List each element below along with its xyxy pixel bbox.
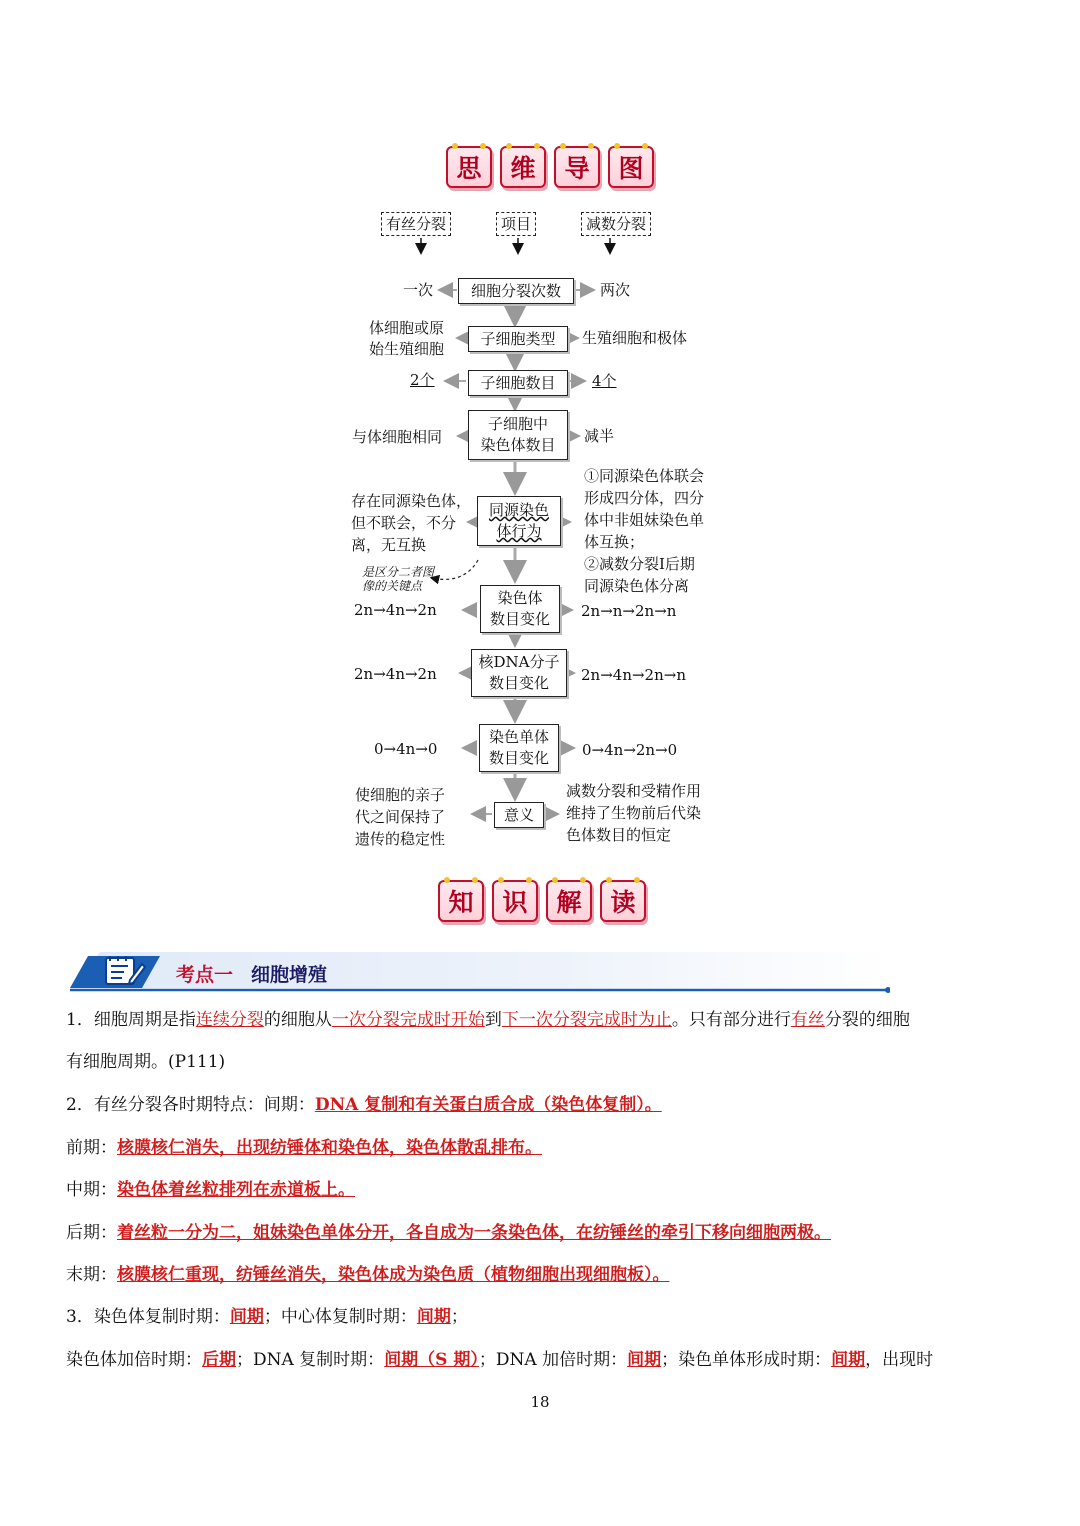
text-line: 末期：核膜核仁重现，纺锤丝消失，染色体成为染色质（植物细胞出现细胞板）。 (66, 1265, 670, 1285)
banner-tile: 思 (446, 146, 492, 188)
map-box-division-count: 细胞分裂次数 (458, 278, 574, 304)
header-meiosis: 减数分裂 (581, 212, 651, 236)
map-box-dna-change: 核DNA分子 数目变化 (471, 649, 567, 697)
page-number: 18 (530, 1393, 550, 1411)
banner-tile: 知 (438, 880, 484, 922)
mitosis-value: 2个 (410, 371, 435, 389)
header-item: 项目 (496, 212, 536, 236)
map-box-chromosome-change: 染色体 数目变化 (480, 585, 560, 633)
banner-tile: 解 (546, 880, 592, 922)
map-box-homologous-behavior: 同源染色 体行为 (477, 496, 561, 546)
text-line: 中期：染色体着丝粒排列在赤道板上。 (66, 1180, 355, 1200)
text-line: 前期：核膜核仁消失，出现纺锤体和染色体，染色体散乱排布。 (66, 1138, 542, 1158)
map-box-chromatid-change: 染色单体 数目变化 (479, 724, 559, 772)
text-line: 1．细胞周期是指连续分裂的细胞从一次分裂完成时开始到下一次分裂完成时为止。只有部分进行有丝分裂的细胞 (66, 1010, 910, 1030)
section-label: 考点一 (176, 964, 234, 986)
map-box-daughter-type: 子细胞类型 (468, 326, 568, 352)
banner-tile: 图 (608, 146, 654, 188)
text-line: 3．染色体复制时期：间期；中心体复制时期：间期； (66, 1307, 468, 1327)
banner-tile: 导 (554, 146, 600, 188)
section-name: 细胞增殖 (251, 964, 328, 986)
mitosis-value: 使细胞的亲子 代之间保持了 遗传的稳定性 (355, 786, 446, 848)
map-box-significance: 意义 (494, 802, 544, 828)
map-box-daughter-number: 子细胞数目 (468, 370, 568, 396)
mitosis-value: 一次 (403, 281, 434, 299)
meiosis-value: 4个 (592, 372, 617, 390)
meiosis-value: 两次 (600, 281, 631, 299)
notepad-icon (100, 954, 146, 988)
meiosis-value: 0→4n→2n→0 (582, 741, 678, 759)
banner-tile: 识 (492, 880, 538, 922)
meiosis-value: 2n→4n→2n→n (581, 666, 686, 684)
map-box-chromosome-number: 子细胞中 染色体数目 (468, 410, 568, 460)
meiosis-value: 2n→n→2n→n (581, 602, 677, 620)
meiosis-value: ①同源染色体联会 形成四分体，四分 体中非姐妹染色单 体互换； ②减数分裂Ⅰ后期 同源染色体分离 (584, 467, 705, 595)
meiosis-value: 减半 (584, 427, 615, 445)
meiosis-value: 减数分裂和受精作用 维持了生物前后代染 色体数目的恒定 (566, 782, 702, 844)
mitosis-value: 与体细胞相同 (352, 428, 443, 446)
meiosis-value: 生殖细胞和极体 (582, 329, 688, 347)
mitosis-value: 2n→4n→2n (354, 601, 437, 619)
header-mitosis: 有丝分裂 (381, 212, 451, 236)
banner-tile: 维 (500, 146, 546, 188)
mitosis-value: 2n→4n→2n (354, 665, 437, 683)
knowledge-banner (438, 880, 646, 922)
text-line: 有细胞周期。(P111) (66, 1052, 226, 1072)
mitosis-value: 存在同源染色体， 但不联会，不分 离，无互换 (351, 492, 472, 554)
handwritten-note: 是区分二者图 像的关键点 (362, 565, 435, 593)
text-line: 后期：着丝粒一分为二，姐妹染色单体分开，各自成为一条染色体，在纺锤丝的牵引下移向细胞两极。 (66, 1223, 831, 1243)
mitosis-value: 0→4n→0 (374, 740, 438, 758)
section-title (176, 960, 327, 987)
text-line: 2．有丝分裂各时期特点：间期：DNA 复制和有关蛋白质合成（染色体复制）。 (66, 1095, 662, 1115)
banner-tile: 读 (600, 880, 646, 922)
mitosis-value: 体细胞或原 始生殖细胞 (369, 319, 445, 358)
text-line: 染色体加倍时期：后期；DNA 复制时期：间期（S 期）；DNA 加倍时期：间期；染色单体形成时期：间期，出现时 (66, 1350, 934, 1370)
